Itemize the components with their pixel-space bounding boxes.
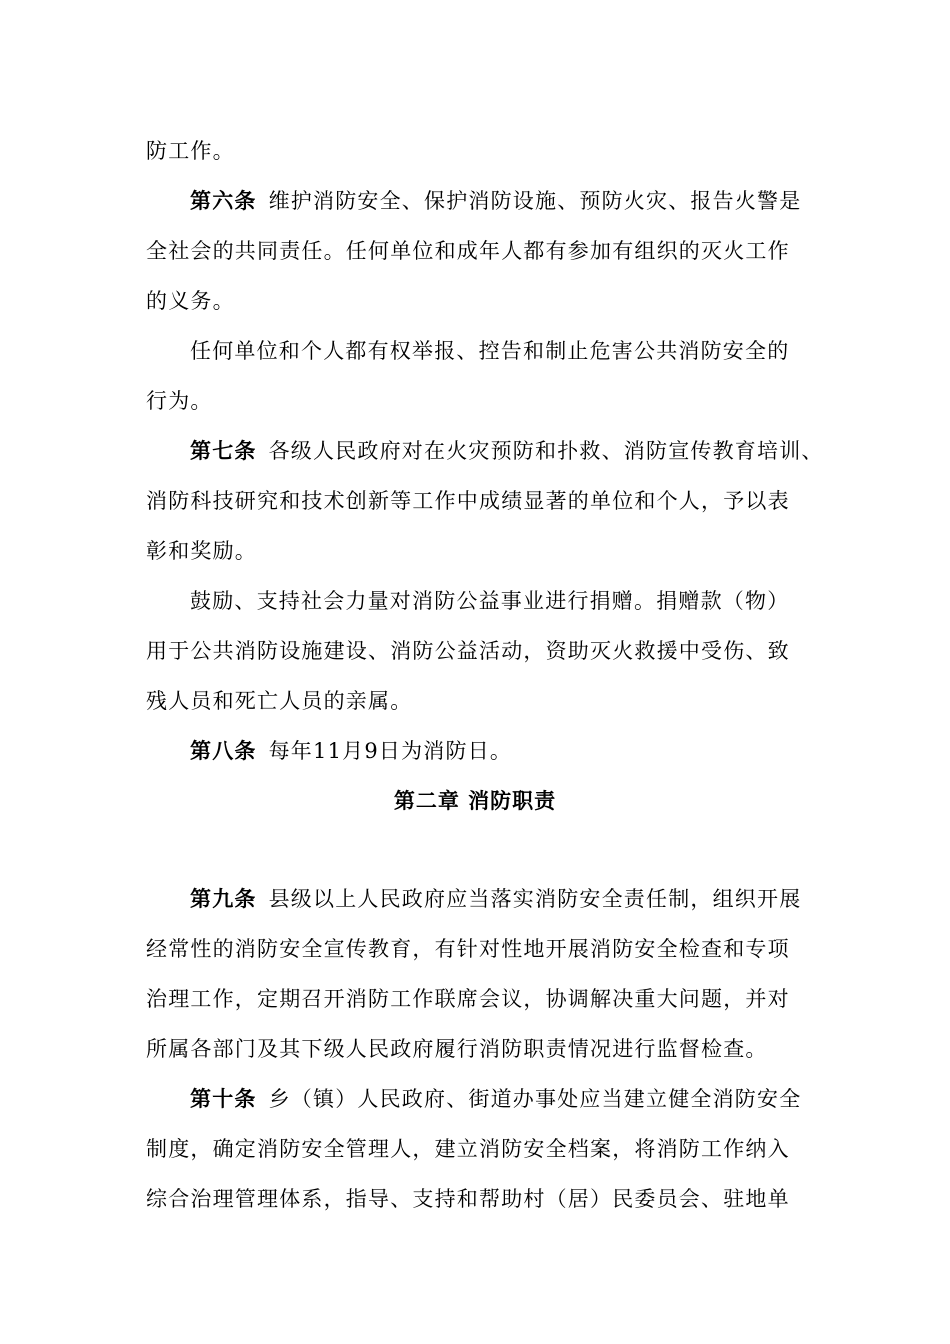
line-text: 残人员和死亡人员的亲属。 [146, 689, 413, 713]
line-text: 彰和奖励。 [146, 539, 257, 563]
line-text: 鼓励、支持社会力量对消防公益事业进行捐赠。捐赠款（物） [190, 589, 790, 613]
line-text: 综合治理管理体系，指导、支持和帮助村（居）民委员会、驻地单 [146, 1187, 790, 1211]
article-6-heading: 第六条 [190, 188, 257, 213]
line-text: 各级人民政府对在火灾预防和扑救、消防宣传教育培训、 [268, 439, 824, 463]
text-line [146, 1134, 790, 1164]
line-text: 维护消防安全、保护消防设施、预防火灾、报告火警是 [268, 189, 802, 213]
text-line [146, 984, 790, 1014]
text-line [146, 636, 790, 666]
text-line [146, 1184, 790, 1214]
text-line [146, 386, 213, 416]
text-line [146, 236, 790, 266]
article-7-heading: 第七条 [190, 438, 257, 463]
line-text: 行为。 [146, 389, 213, 413]
text-line [190, 586, 789, 616]
line-text: 用于公共消防设施建设、消防公益活动，资助灭火救援中受伤、致 [146, 639, 790, 663]
article-8-heading: 第八条 [190, 738, 257, 763]
line-text: 任何单位和个人都有权举报、控告和制止危害公共消防安全的 [190, 339, 790, 363]
line-text: 所属各部门及其下级人民政府履行消防职责情况进行监督检查。 [146, 1037, 768, 1061]
text-line [146, 536, 257, 566]
line-text: 消防科技研究和技术创新等工作中成绩显著的单位和个人，予以表 [146, 489, 790, 513]
article-7-first-line [190, 436, 824, 466]
text-line [146, 286, 235, 316]
text-line [146, 136, 235, 166]
article-9-first-line [190, 884, 801, 914]
line-text: 防工作。 [146, 139, 235, 163]
chapter-title: 第二章 消防职责 [393, 788, 557, 813]
article-10-first-line [190, 1084, 801, 1114]
text-line [146, 934, 790, 964]
text-line [146, 1034, 768, 1064]
line-text: 的义务。 [146, 289, 235, 313]
line-text: 县级以上人民政府应当落实消防安全责任制，组织开展 [268, 887, 802, 911]
article-8-line [190, 736, 512, 766]
line-text: 每年11月9日为消防日。 [268, 739, 513, 763]
line-text: 治理工作，定期召开消防工作联席会议，协调解决重大问题，并对 [146, 987, 790, 1011]
text-line [190, 336, 789, 366]
article-6-first-line [190, 186, 801, 216]
article-9-heading: 第九条 [190, 886, 257, 911]
text-line [146, 486, 790, 516]
text-line [146, 686, 412, 716]
line-text: 全社会的共同责任。任何单位和成年人都有参加有组织的灭火工作 [146, 239, 790, 263]
line-text: 制度，确定消防安全管理人，建立消防安全档案，将消防工作纳入 [146, 1137, 790, 1161]
line-text: 经常性的消防安全宣传教育，有针对性地开展消防安全检查和专项 [146, 937, 790, 961]
article-10-heading: 第十条 [190, 1086, 257, 1111]
line-text: 乡（镇）人民政府、街道办事处应当建立健全消防安全 [268, 1087, 802, 1111]
